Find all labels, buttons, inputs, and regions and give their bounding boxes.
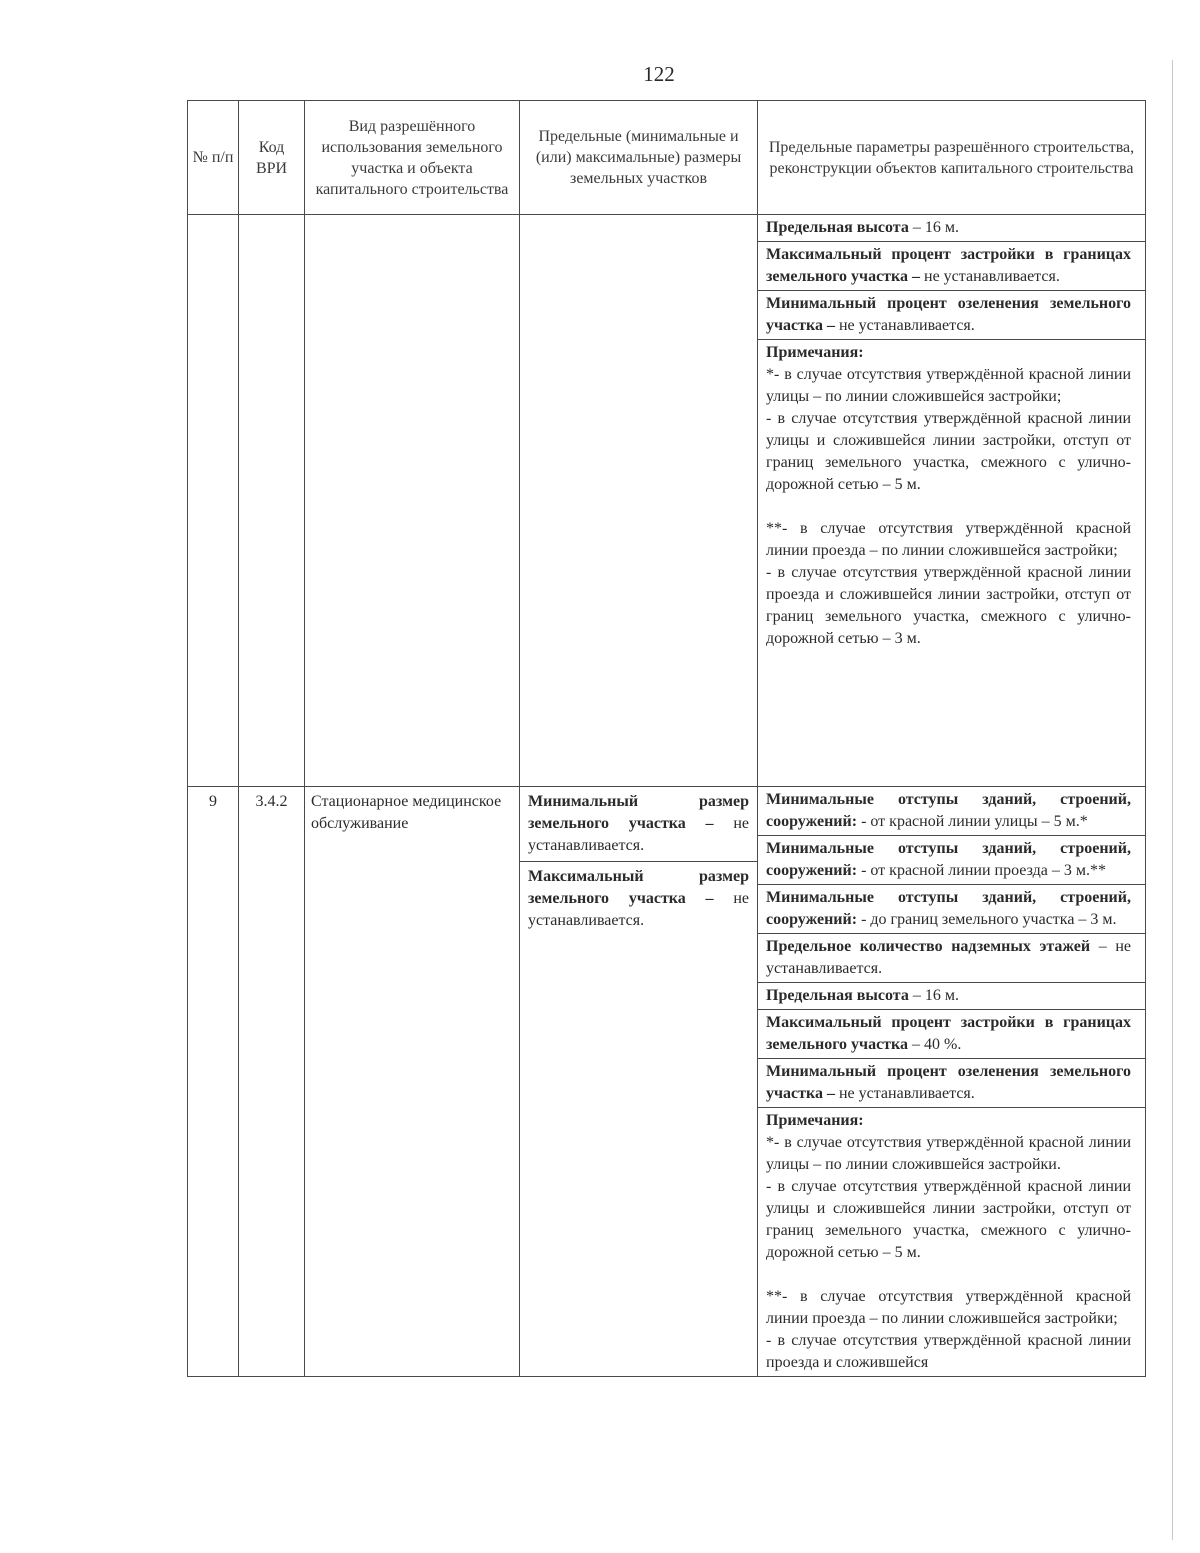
note-paragraph: - в случае отсутствия утверждённой красной линии проезда и сложившейся	[766, 1332, 1131, 1371]
notes-block	[758, 339, 1145, 652]
size-min: Минимальный размер земельного участка – не устанавливается.	[528, 793, 749, 854]
header-use: Вид разрешённого использования земельного участка и объекта капитального строительства	[305, 101, 520, 215]
param-floors: Предельное количество надземных этажей – не устанавливается.	[758, 933, 1145, 982]
header-size: Предельные (минимальные и (или) максимальные) размеры земельных участков	[520, 101, 758, 215]
cell-use	[305, 215, 520, 787]
table-row-9	[188, 787, 1146, 1377]
param-setback-boundary: Минимальные отступы зданий, строений, сооружений: - до границ земельного участка – 3 м.	[758, 884, 1145, 933]
page-number: 122	[643, 62, 675, 86]
notes-title: Примечания:	[766, 1112, 864, 1129]
note-paragraph: - в случае отсутствия утверждённой красной линии улицы и сложившейся линии застройки, отступ от границ земельного участка, смежного с улично-дорожной сетью – 5 м.	[766, 1178, 1131, 1261]
notes-block	[758, 1107, 1145, 1376]
header-num: № п/п	[188, 101, 239, 215]
param-max-height: Предельная высота – 16 м.	[766, 219, 959, 236]
param-max-built-percent: Максимальный процент застройки в границах земельного участка – не устанавливается.	[758, 241, 1145, 290]
note-paragraph: - в случае отсутствия утверждённой красной линии улицы и сложившейся линии застройки, отступ от границ земельного участка, смежного с улично-дорожной сетью – 5 м.	[766, 410, 1131, 493]
param-min-green-percent: Минимальный процент озеленения земельного участка – не устанавливается.	[758, 290, 1145, 339]
cell-code	[239, 215, 305, 787]
param-setback-street: Минимальные отступы зданий, строений, сооружений: - от красной линии улицы – 5 м.*	[766, 791, 1131, 830]
cell-params	[758, 215, 1146, 787]
header-code: Код ВРИ	[239, 101, 305, 215]
note-paragraph: **- в случае отсутствия утверждённой красной линии проезда – по линии сложившейся застройки;	[766, 520, 1131, 559]
header-row	[188, 101, 1146, 215]
cell-size	[520, 215, 758, 787]
scan-edge-line	[1172, 60, 1173, 1540]
regulations-table	[187, 100, 1146, 1377]
param-max-built-percent: Максимальный процент застройки в границах земельного участка – 40 %.	[758, 1009, 1145, 1058]
param-max-height: Предельная высота – 16 м.	[758, 982, 1145, 1009]
note-paragraph: **- в случае отсутствия утверждённой красной линии проезда – по линии сложившейся застройки;	[766, 1288, 1131, 1327]
cell-use: Стационарное медицинское обслуживание	[305, 787, 520, 1377]
header-params: Предельные параметры разрешённого строительства, реконструкции объектов капитального строительства	[758, 101, 1146, 215]
cell-num: 9	[188, 787, 239, 1377]
cell-code: 3.4.2	[239, 787, 305, 1377]
note-paragraph: *- в случае отсутствия утверждённой красной линии улицы – по линии сложившейся застройки.	[766, 1134, 1131, 1173]
note-paragraph: *- в случае отсутствия утверждённой красной линии улицы – по линии сложившейся застройки;	[766, 366, 1131, 405]
cell-num	[188, 215, 239, 787]
size-max: Максимальный размер земельного участка – не устанавливается.	[520, 861, 757, 936]
notes-title: Примечания:	[766, 344, 864, 361]
cell-params	[758, 787, 1146, 1377]
cell-size	[520, 787, 758, 1377]
param-setback-driveway: Минимальные отступы зданий, строений, сооружений: - от красной линии проезда – 3 м.**	[758, 835, 1145, 884]
note-paragraph: - в случае отсутствия утверждённой красной линии проезда и сложившейся линии застройки, отступ от границ земельного участка, смежного с улично-дорожной сетью – 3 м.	[766, 564, 1131, 647]
table-row-continued	[188, 215, 1146, 787]
param-min-green-percent: Минимальный процент озеленения земельного участка – не устанавливается.	[758, 1058, 1145, 1107]
